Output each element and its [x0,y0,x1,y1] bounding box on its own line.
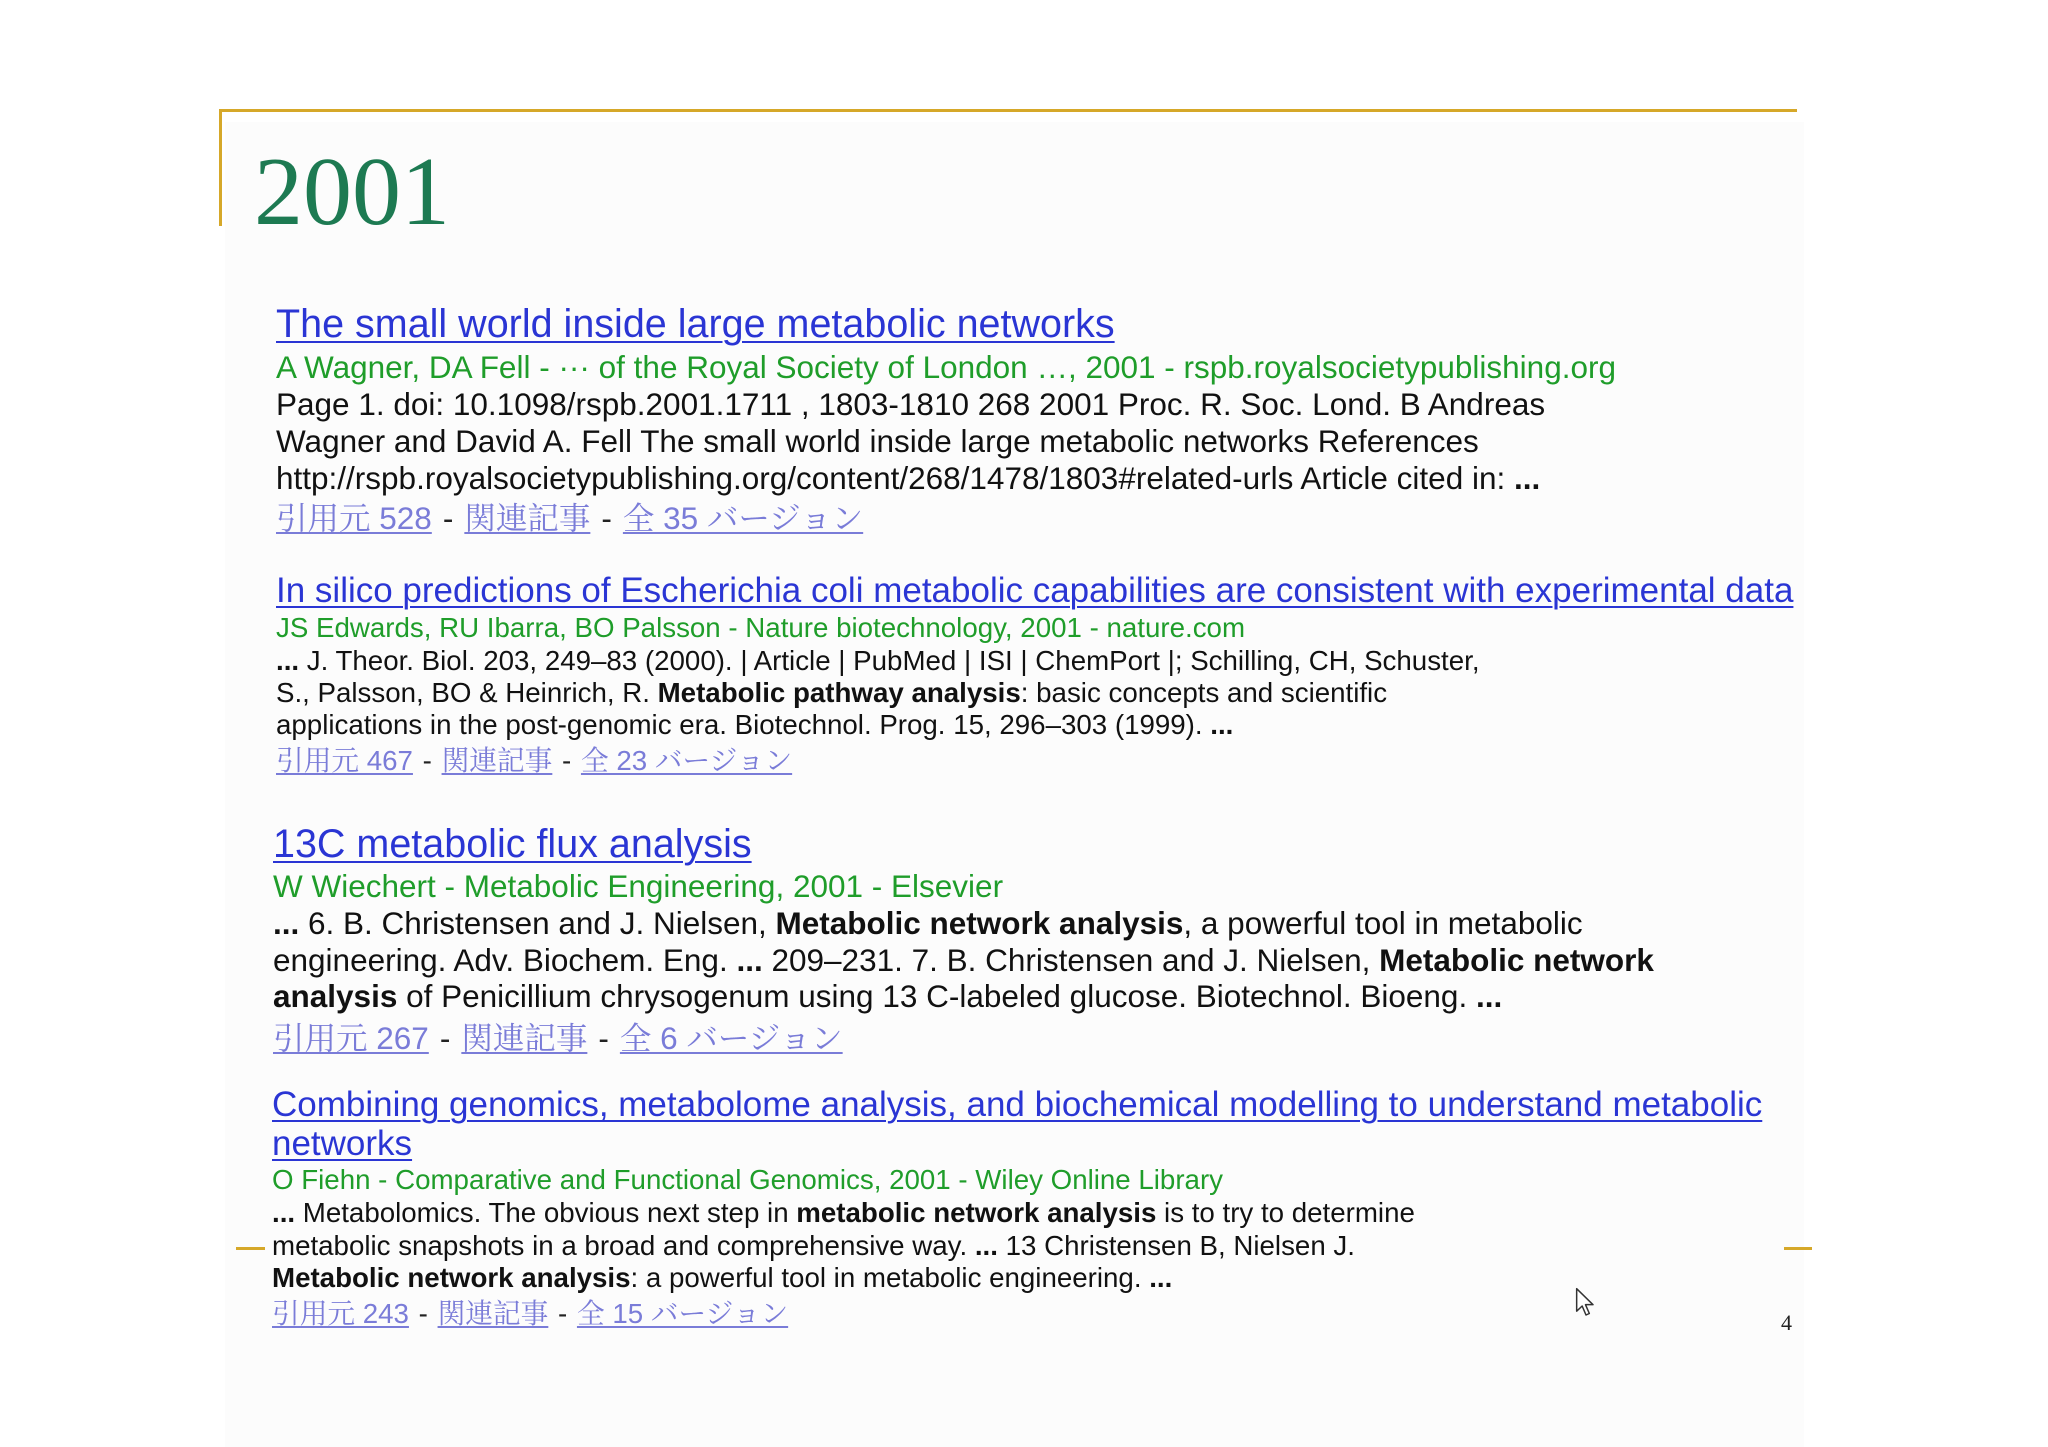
link-separator: - [442,500,454,536]
link-separator: - [422,745,432,776]
link-separator: - [418,1298,428,1329]
snippet-ellipsis: ... [272,1197,296,1228]
snippet-text: metabolic snapshots in a broad and comprehensive way. [272,1230,975,1261]
all-versions-link[interactable]: 全 35 バージョン [622,500,864,536]
link-separator: - [598,1020,609,1056]
link-separator: - [558,1298,568,1329]
result-links [273,1020,843,1056]
result-links [276,745,792,777]
result-title-link[interactable]: Combining genomics, metabolome analysis, and biochemical modelling to understand metabolic networks [272,1085,1763,1163]
snippet-text: applications in the post-genomic era. Biotechnol. Prog. 15, 296–303 (1999). [276,709,1211,740]
snippet-line [276,677,1387,709]
snippet-line [273,978,1502,1014]
snippet-ellipsis: ... [1149,1262,1173,1293]
snippet-line [276,645,1480,677]
snippet-ellipsis: ... [1514,460,1541,496]
snippet-text: S., Palsson, BO & Heinrich, R. [276,677,658,708]
result-title-link[interactable]: In silico predictions of Escherichia coli metabolic capabilities are consistent with experimental data [276,571,1794,610]
snippet-text: 6. B. Christensen and J. Nielsen, [299,905,776,941]
snippet-keyword-highlight: analysis [273,978,398,1014]
result-links [272,1298,788,1330]
snippet-text: Page 1. doi: 10.1098/rspb.2001.1711 , 1803-1810 268 2001 Proc. R. Soc. Lond. B Andreas [276,386,1546,422]
cited-by-link[interactable]: 引用元 528 [276,500,432,536]
snippet-line [276,709,1233,741]
snippet-text: 13 Christensen B, Nielsen J. [997,1230,1355,1261]
snippet-keyword-highlight: Metabolic network analysis [775,905,1184,941]
slide-title: 2001 [254,138,450,246]
footer-rule-right [1784,1247,1812,1250]
related-articles-link[interactable]: 関連記事 [464,500,591,536]
snippet-text: , a powerful tool in metabolic [1183,905,1583,941]
snippet-line [272,1197,1415,1229]
snippet-keyword-highlight: metabolic network analysis [796,1197,1157,1228]
snippet-text: is to try to determine [1156,1197,1415,1228]
snippet-line [272,1262,1172,1294]
snippet-ellipsis: ... [273,905,300,941]
snippet-line [276,423,1479,459]
all-versions-link[interactable]: 全 23 バージョン [580,745,793,776]
mouse-pointer-icon [1575,1287,1595,1317]
snippet-text: Metabolomics. The obvious next step in [295,1197,797,1228]
related-articles-link[interactable]: 関連記事 [441,745,553,776]
result-source: O Fiehn - Comparative and Functional Genomics, 2001 - Wiley Online Library [272,1164,1224,1195]
page-number: 4 [1781,1310,1792,1335]
snippet-ellipsis: ... [974,1230,998,1261]
result-source: W Wiechert - Metabolic Engineering, 2001 - Elsevier [273,868,1004,904]
related-articles-link[interactable]: 関連記事 [437,1298,549,1329]
result-title-link[interactable]: 13C metabolic flux analysis [273,822,752,866]
cited-by-link[interactable]: 引用元 467 [276,745,413,776]
cited-by-link[interactable]: 引用元 267 [273,1020,429,1056]
snippet-keyword-highlight: Metabolic network analysis [272,1262,631,1293]
result-title-link[interactable]: The small world inside large metabolic networks [276,302,1115,346]
all-versions-link[interactable]: 全 6 バージョン [619,1020,843,1056]
result-source: A Wagner, DA Fell - ··· of the Royal Society of London …, 2001 - rspb.royalsocietypublishing.org [276,349,1616,385]
snippet-keyword-highlight: Metabolic network [1379,942,1654,978]
snippet-text: http://rspb.royalsocietypublishing.org/content/268/1478/1803#related-urls Article cited in: [276,460,1514,496]
link-separator: - [601,500,612,536]
cited-by-link[interactable]: 引用元 243 [272,1298,409,1329]
snippet-text: : basic concepts and scientific [1020,677,1388,708]
result-links [276,500,863,536]
snippet-line [273,942,1654,978]
snippet-ellipsis: ... [1475,978,1503,1014]
snippet-ellipsis: ... [736,942,763,978]
snippet-text: 209–231. 7. B. Christensen and J. Nielsen, [762,942,1380,978]
snippet-line [273,905,1583,941]
snippet-text: engineering. Adv. Biochem. Eng. [273,942,737,978]
footer-rule-left [236,1247,265,1250]
all-versions-link[interactable]: 全 15 バージョン [576,1298,789,1329]
result-source: JS Edwards, RU Ibarra, BO Palsson - Nature biotechnology, 2001 - nature.com [276,612,1246,643]
related-articles-link[interactable]: 関連記事 [461,1020,588,1056]
snippet-ellipsis: ... [276,645,300,676]
snippet-text: : a powerful tool in metabolic engineering. [630,1262,1150,1293]
title-rule-top [219,109,1797,112]
link-separator: - [562,745,572,776]
title-rule-left [219,109,222,226]
snippet-line [272,1230,1355,1262]
link-separator: - [439,1020,451,1056]
snippet-text: J. Theor. Biol. 203, 249–83 (2000). | Article | PubMed | ISI | ChemPort |; Schilling, CH, Schuster, [299,645,1480,676]
snippet-line [276,460,1540,496]
snippet-text: Wagner and David A. Fell The small world inside large metabolic networks References [276,423,1479,459]
snippet-ellipsis: ... [1210,709,1234,740]
snippet-line [276,386,1545,422]
snippet-keyword-highlight: Metabolic pathway analysis [657,677,1021,708]
snippet-text: of Penicillium chrysogenum using 13 C-labeled glucose. Biotechnol. Bioeng. [397,978,1476,1014]
